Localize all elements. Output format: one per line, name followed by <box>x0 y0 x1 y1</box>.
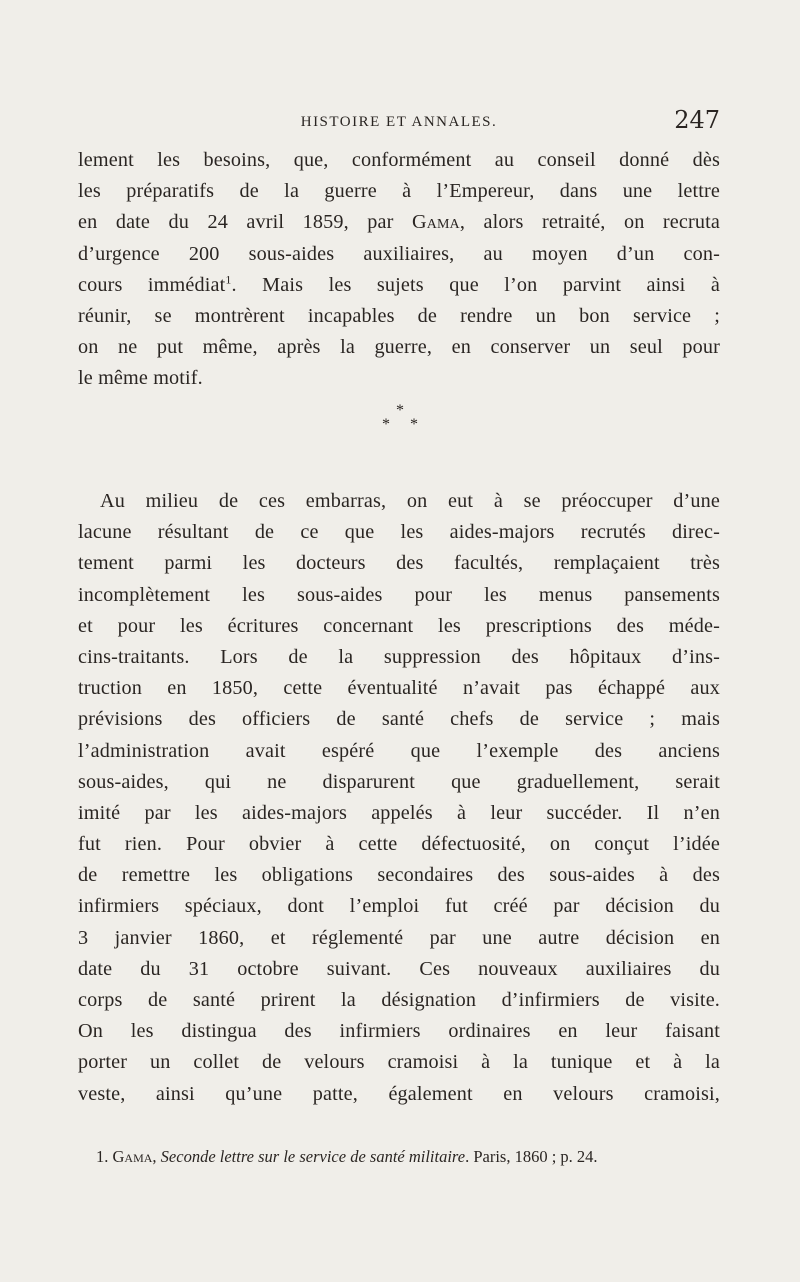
asterism-bottom: * * <box>382 416 426 433</box>
text-line: infirmiers spéciaux, dont l’emploi fut créé par décision du <box>78 895 720 918</box>
text-line: date du 31 octobre suivant. Ces nouveaux auxiliaires du <box>78 957 720 980</box>
text-line: lement les besoins, que, conformément au conseil donné dès <box>78 149 720 171</box>
text-line: les préparatifs de la guerre à l’Empereur, dans une lettre <box>78 180 720 203</box>
text-segment: . Mais les sujets que l’on parvint ainsi à <box>231 273 720 296</box>
footnote-number: 1. <box>96 1147 109 1166</box>
text-line <box>78 207 720 238</box>
text-line: porter un collet de velours cramoisi à la tunique et à la <box>78 1051 720 1074</box>
text-line: fut rien. Pour obvier à cette défectuosité, on conçut l’idée <box>78 833 720 856</box>
text-line: On les distingua des infirmiers ordinaires en leur faisant <box>78 1020 720 1043</box>
text-line: d’urgence 200 sous-aides auxiliaires, au moyen d’un con- <box>78 242 720 265</box>
text-segment: , alors retraité, on recruta <box>459 211 720 234</box>
text-line: le même motif. <box>78 367 203 390</box>
text-line: tement parmi les docteurs des facultés, remplaçaient très <box>78 552 720 575</box>
footnote-author: Gama <box>112 1147 153 1166</box>
text-line <box>78 270 720 301</box>
footnote-rest: . Paris, 1860 ; p. 24. <box>465 1147 598 1166</box>
text-line: réunir, se montrèrent incapables de rendre un bon service ; <box>78 304 720 327</box>
text-line: lacune résultant de ce que les aides-majors recrutés direc- <box>78 521 720 544</box>
text-line: truction en 1850, cette éventualité n’avait pas échappé aux <box>78 677 720 700</box>
text-line: veste, ainsi qu’une patte, également en velours cramoisi, <box>78 1082 720 1105</box>
footnote-title: Seconde lettre sur le service de santé militaire <box>160 1147 466 1166</box>
text-segment: en date du 24 avril 1859, par <box>78 211 412 234</box>
paragraph-1 <box>78 145 720 395</box>
text-line: et pour les écritures concernant les prescriptions des méde- <box>78 614 720 637</box>
text-line: imité par les aides-majors appelés à leur succéder. Il n’en <box>78 801 720 824</box>
footnote: 1. Gama, Seconde lettre sur le service de santé militaire. Paris, 1860 ; p. 24. <box>96 1147 598 1166</box>
text-line: 3 janvier 1860, et réglementé par une autre décision en <box>78 926 720 949</box>
page-header <box>78 106 720 136</box>
text-line: prévisions des officiers de santé chefs de service ; mais <box>78 708 720 731</box>
author-name: Gama <box>411 211 460 234</box>
paragraph-2 <box>78 486 720 1110</box>
text-line: on ne put même, après la guerre, en conserver un seul pour <box>78 336 720 359</box>
text-line: Au milieu de ces embarras, on eut à se préoccuper d’une <box>100 490 720 512</box>
page-number: 247 <box>674 106 720 134</box>
text-line: cins-traitants. Lors de la suppression des hôpitaux d’ins- <box>78 645 720 668</box>
text-line: incomplètement les sous-aides pour les menus pansements <box>78 583 720 606</box>
footnote-marker: 1 <box>225 272 232 287</box>
running-head: HISTOIRE ET ANNALES. <box>300 114 498 130</box>
section-break-asterism <box>0 404 800 432</box>
text-line: corps de santé prirent la désignation d’infirmiers de visite. <box>78 989 720 1011</box>
text-line: l’administration avait espéré que l’exemple des anciens <box>78 739 720 762</box>
text-line: sous-aides, qui ne disparurent que graduellement, serait <box>78 770 720 793</box>
text-line: de remettre les obligations secondaires des sous-aides à des <box>78 864 720 887</box>
text-segment: cours immédiat <box>78 273 226 296</box>
asterism-top: * <box>396 402 404 419</box>
